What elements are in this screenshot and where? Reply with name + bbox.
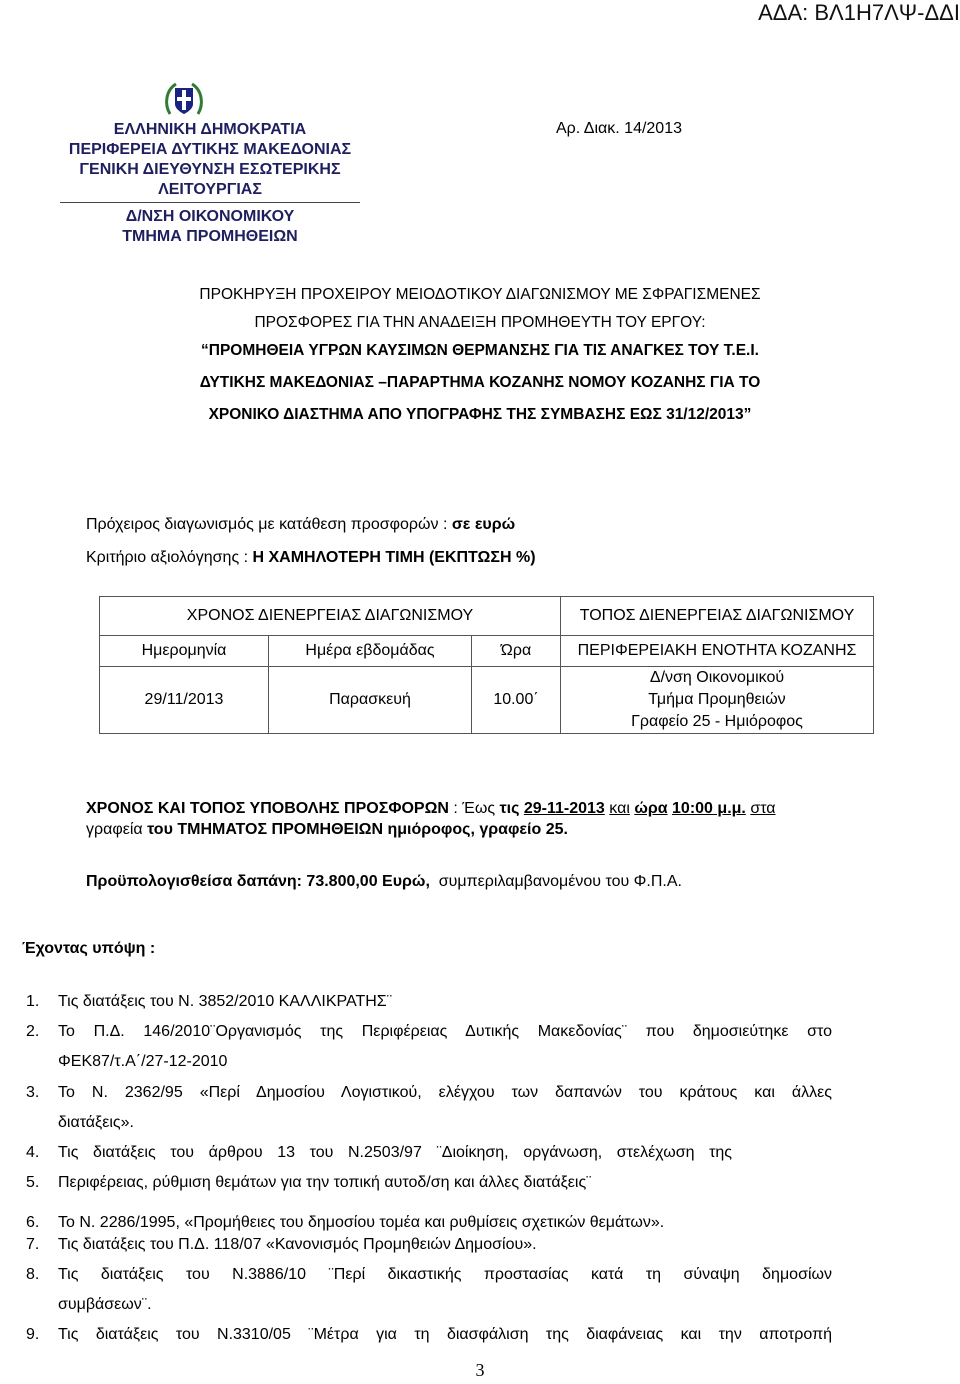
- item-number: 5.: [26, 1174, 40, 1191]
- submission-label: ΧΡΟΝΟΣ ΚΑΙ ΤΟΠΟΣ ΥΠΟΒΟΛΗΣ ΠΡΟΣΦΟΡΩΝ: [86, 800, 449, 817]
- greek-emblem-icon: [162, 78, 206, 122]
- submission-office: του ΤΜΗΜΑΤΟΣ ΠΡΟΜΗΘΕΙΩΝ ημιόροφος, γραφείο 25.: [147, 821, 568, 838]
- considering-heading: [22, 940, 155, 958]
- issuer-block: [60, 120, 360, 247]
- tender-place: [561, 667, 874, 734]
- considering-label: Έχοντας υπόψη :: [22, 940, 156, 957]
- item-number: 3.: [26, 1084, 40, 1101]
- submission-kai: και: [609, 800, 630, 817]
- item-number: 8.: [26, 1266, 40, 1283]
- org-line: ΠΕΡΙΦΕΡΕΙΑ ΔΥΤΙΚΗΣ ΜΑΚΕΔΟΝΙΑΣ: [68, 141, 352, 158]
- item-text: Τις διατάξεις του Ν.3886/10 ¨Περί δικαστικής προστασίας κατά τη σύναψη δημοσίων: [58, 1266, 832, 1283]
- item-text: ΦΕΚ87/τ.Α΄/27-12-2010: [58, 1053, 228, 1070]
- place-line: Γραφείο 25 - Ημιόροφος: [631, 713, 803, 730]
- budget-rest: συμπεριλαμβανομένου του Φ.Π.Α.: [438, 873, 682, 890]
- submission-pre: γραφεία: [86, 821, 148, 838]
- item-text: Το Ν. 2286/1995, «Προμήθειες του δημοσίου τομέα και ρυθμίσεις σχετικών θεμάτων».: [58, 1214, 665, 1231]
- submission-until: : Έως: [448, 800, 500, 817]
- submission-tis: τις: [499, 800, 520, 817]
- divider: [60, 202, 360, 203]
- item-number: 4.: [26, 1144, 40, 1161]
- col-place: ΠΕΡΙΦΕΡΕΙΑΚΗ ΕΝΟΤΗΤΑ ΚΟΖΑΝΗΣ: [561, 636, 874, 667]
- place-header: ΤΟΠΟΣ ΔΙΕΝΕΡΓΕΙΑΣ ΔΙΑΓΩΝΙΣΜΟΥ: [561, 597, 874, 636]
- place-line: Τμήμα Προμηθειών: [648, 691, 786, 708]
- org-line: ΛΕΙΤΟΥΡΓΙΑΣ: [158, 181, 262, 198]
- col-day: Ημέρα εβδομάδας: [269, 636, 472, 667]
- org-line: ΕΛΛΗΝΙΚΗ ΔΗΜΟΚΡΑΤΙΑ: [113, 121, 307, 138]
- title-line: “ΠΡΟΜΗΘΕΙΑ ΥΓΡΩΝ ΚΑΥΣΙΜΩΝ ΘΕΡΜΑΝΣΗΣ ΓΙΑ ΤΙΣ ΑΝΑΓΚΕΣ ΤΟΥ Τ.Ε.Ι.: [201, 342, 759, 359]
- col-date: Ημερομηνία: [100, 636, 269, 667]
- criterion-value: Η ΧΑΜΗΛΟΤΕΡΗ ΤΙΜΗ (ΕΚΠΤΩΣΗ %): [252, 549, 536, 566]
- title-line: ΧΡΟΝΙΚΟ ΔΙΑΣΤΗΜΑ ΑΠΟ ΥΠΟΓΡΑΦΗΣ ΤΗΣ ΣΥΜΒΑΣΗΣ ΕΩΣ 31/12/2013”: [208, 406, 752, 423]
- tender-time: 10.00΄: [472, 667, 561, 734]
- tender-type-value: σε ευρώ: [451, 516, 516, 533]
- award-criterion: [86, 549, 536, 567]
- item-text: Περιφέρειας, ρύθμιση θεμάτων για την τοπική αυτοδ/ση και άλλες διατάξεις¨: [58, 1174, 592, 1191]
- item-number: 1.: [26, 993, 40, 1010]
- submission-date: 29-11-2013: [523, 800, 605, 817]
- tender-type-label: Πρόχειρος διαγωνισμός με κατάθεση προσφορών :: [86, 516, 452, 533]
- ada-code: ΑΔΑ: ΒΛ1Η7ΛΨ-ΔΔΙ: [758, 0, 960, 25]
- page-number: 3: [475, 1360, 485, 1380]
- dept-line: Δ/ΝΣΗ ΟΙΚΟΝΟΜΙΚΟΥ: [125, 208, 295, 225]
- title-line: ΠΡΟΚΗΡΥΞΗ ΠΡΟΧΕΙΡΟΥ ΜΕΙΟΔΟΤΙΚΟΥ ΔΙΑΓΩΝΙΣΜΟΥ ΜΕ ΣΦΡΑΓΙΣΜΕΝΕΣ: [199, 286, 761, 303]
- time-header: ΧΡΟΝΟΣ ΔΙΕΝΕΡΓΕΙΑΣ ΔΙΑΓΩΝΙΣΜΟΥ: [100, 597, 561, 636]
- protocol-number: Αρ. Διακ. 14/2013: [556, 120, 682, 137]
- item-number: 7.: [26, 1236, 40, 1253]
- item-text: Τις διατάξεις του Π.Δ. 118/07 «Κανονισμός Προμηθειών Δημοσίου».: [58, 1236, 537, 1253]
- item-text: Το Ν. 2362/95 «Περί Δημοσίου Λογιστικού, ελέγχου των δαπανών του κράτους και άλλες: [58, 1084, 832, 1101]
- budget-label: Προϋπολογισθείσα δαπάνη: 73.800,00 Ευρώ,: [86, 873, 430, 890]
- item-number: 9.: [26, 1326, 40, 1343]
- item-text: Τις διατάξεις του άρθρου 13 του Ν.2503/97 ¨Διοίκηση, οργάνωση, στελέχωση της: [58, 1144, 732, 1161]
- submission-line-2: [86, 821, 568, 839]
- title-line: ΔΥΤΙΚΗΣ ΜΑΚΕΔΟΝΙΑΣ –ΠΑΡΑΡΤΗΜΑ ΚΟΖΑΝΗΣ ΝΟΜΟΥ ΚΟΖΑΝΗΣ ΓΙΑ ΤΟ: [199, 374, 761, 391]
- item-text: διατάξεις».: [58, 1114, 134, 1131]
- tender-day: Παρασκευή: [269, 667, 472, 734]
- submission-line: [86, 800, 776, 818]
- tender-type: [86, 516, 515, 534]
- title-line: ΠΡΟΣΦΟΡΕΣ ΓΙΑ ΤΗΝ ΑΝΑΔΕΙΞΗ ΠΡΟΜΗΘΕΥΤΗ ΤΟΥ ΕΡΓΟΥ:: [254, 314, 706, 331]
- item-text: Τις διατάξεις του Ν.3310/05 ¨Μέτρα για τη διασφάλιση της διαφάνειας και την αποτροπή: [58, 1326, 832, 1343]
- criterion-label: Κριτήριο αξιολόγησης :: [86, 549, 253, 566]
- submission-time: 10:00 μ.μ.: [672, 800, 746, 817]
- item-number: 6.: [26, 1214, 40, 1231]
- item-text: Τις διατάξεις του Ν. 3852/2010 ΚΑΛΛΙΚΡΑΤΗΣ¨: [58, 993, 393, 1010]
- tender-date: 29/11/2013: [100, 667, 269, 734]
- item-text: συμβάσεων¨.: [58, 1296, 152, 1313]
- item-number: 2.: [26, 1023, 40, 1040]
- budget-line: [86, 873, 682, 891]
- org-line: ΓΕΝΙΚΗ ΔΙΕΥΘΥΝΣΗ ΕΣΩΤΕΡΙΚΗΣ: [79, 161, 341, 178]
- col-time: Ώρα: [472, 636, 561, 667]
- submission-ora: ώρα: [634, 800, 668, 817]
- schedule-table: [99, 596, 874, 734]
- item-text: Το Π.Δ. 146/2010¨Οργανισμός της Περιφέρειας Δυτικής Μακεδονίας¨ που δημοσιεύτηκε στο: [58, 1023, 832, 1040]
- dept-line: ΤΜΗΜΑ ΠΡΟΜΗΘΕΙΩΝ: [122, 228, 298, 245]
- submission-sta: στα: [750, 800, 776, 817]
- place-line: Δ/νση Οικονομικού: [649, 669, 785, 686]
